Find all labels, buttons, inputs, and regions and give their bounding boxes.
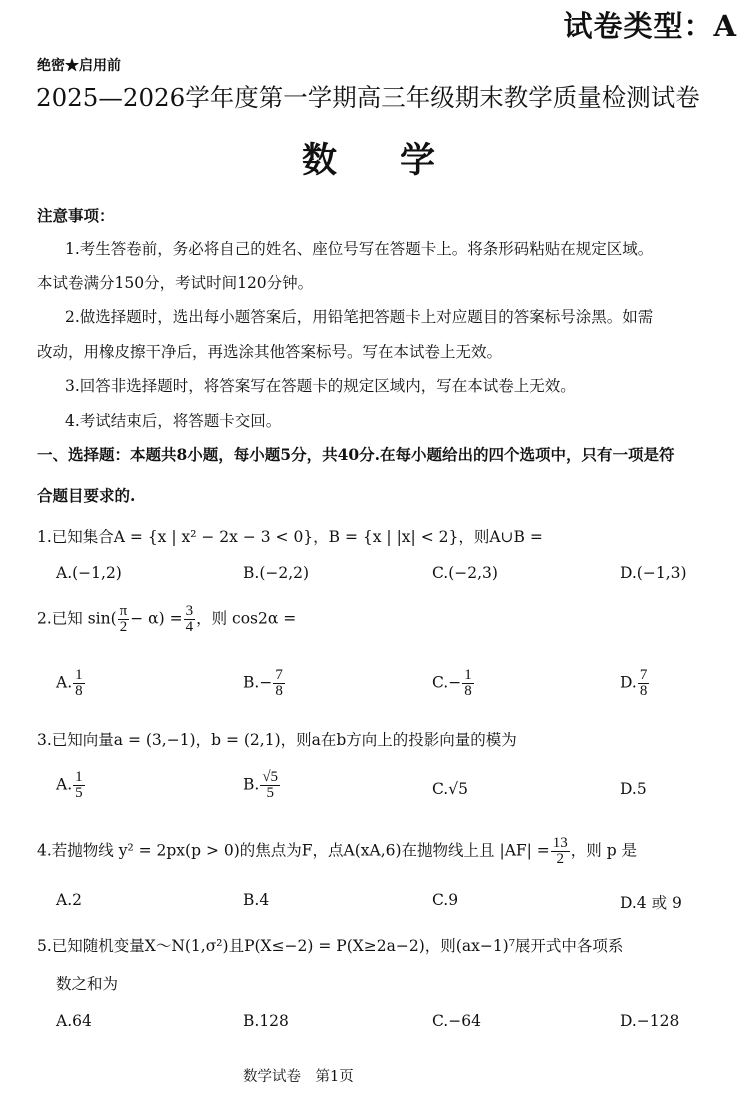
- fraction: [73, 770, 85, 801]
- question-1-option-c: C.(−2,3): [432, 564, 498, 582]
- q2-num: 3: [185, 603, 194, 619]
- fraction: [273, 668, 285, 699]
- subject-title: 数 学: [301, 140, 449, 181]
- notice-item2-line2: 改动，用橡皮擦干净后，再选涂其他答案标号。写在本试卷上无效。: [37, 343, 503, 361]
- question-4-option-d: D.4 或 9: [620, 894, 682, 912]
- label: A.: [56, 673, 73, 692]
- notice-item1-line2: 本试卷满分150分，考试时间120分钟。: [37, 274, 314, 292]
- q2-value: [184, 604, 196, 635]
- label: D.: [620, 780, 637, 798]
- notice-heading: 注意事项：: [37, 206, 115, 225]
- question-4-option-b: B.4: [243, 891, 270, 909]
- numerator: 1: [75, 667, 83, 683]
- sign: −: [448, 673, 462, 692]
- question-4-option-a: A.2: [56, 891, 82, 909]
- value: √5: [448, 780, 468, 798]
- q4-prefix: 4.若抛物线 y² = 2px(p > 0)的焦点为F，点A(xA,6)在抛物线上且 |AF| =: [37, 841, 550, 860]
- numerator: 1: [75, 769, 83, 785]
- q2-pi-over-2: [118, 604, 130, 635]
- question-2-option-d: [620, 668, 650, 699]
- question-3-option-c: [432, 780, 468, 798]
- question-5-stem-line1: 5.已知随机变量X～N(1,σ²)且P(X≤−2) = P(X≥2a−2)，则(ax−1)⁷展开式中各项系: [37, 937, 624, 955]
- denominator: 5: [75, 785, 83, 801]
- numerator: 1: [464, 667, 472, 683]
- value: 5: [636, 780, 647, 798]
- denominator: 8: [464, 683, 472, 699]
- secret-label: 绝密★启用前: [37, 58, 121, 74]
- page-footer: 数学试卷 第1页: [243, 1069, 354, 1085]
- paper-type: 试卷类型：A: [563, 9, 737, 43]
- denominator: 8: [75, 683, 83, 699]
- label: C.: [432, 780, 449, 798]
- q2-pi: π: [119, 603, 128, 619]
- question-5-option-a: A.64: [56, 1012, 92, 1030]
- question-5-option-c: C.−64: [432, 1012, 481, 1030]
- denominator: 8: [639, 683, 648, 699]
- q2-den: 4: [185, 619, 194, 635]
- section1-line1: 一、选择题：本题共8小题，每小题5分，共40分.在每小题给出的四个选项中，只有一项是符: [37, 445, 675, 464]
- fraction: [260, 770, 280, 801]
- notice-item2-line1: 2.做选择题时，选出每小题答案后，用铅笔把答题卡上对应题目的答案标号涂黑。如需: [65, 308, 654, 326]
- question-3-stem: 3.已知向量a = (3,−1)，b = (2,1)，则a在b方向上的投影向量的模为: [37, 731, 517, 749]
- q4-suffix: ，则 p 是: [570, 841, 638, 860]
- question-3-option-d: [620, 780, 647, 798]
- question-1-stem: 1.已知集合A = {x | x² − 2x − 3 < 0}，B = {x | |x| < 2}，则A∪B =: [37, 528, 543, 546]
- question-5-option-b: B.128: [243, 1012, 289, 1030]
- question-5-stem-line2: 数之和为: [56, 975, 119, 993]
- label: C.: [432, 673, 449, 692]
- numerator: 7: [275, 667, 283, 683]
- q2-suffix: ，则 cos2α =: [196, 609, 297, 628]
- question-1-option-a: A.(−1,2): [56, 564, 122, 582]
- label: B.: [243, 775, 260, 794]
- label: B.: [243, 673, 260, 692]
- question-2-option-a: [56, 668, 86, 699]
- notice-item3: 3.回答非选择题时，将答案写在答题卡的规定区域内，写在本试卷上无效。: [65, 377, 576, 395]
- notice-item1-line1: 1.考生答卷前，务必将自己的姓名、座位号写在答题卡上。将条形码粘贴在规定区域。: [65, 240, 654, 258]
- q4-num: 13: [552, 835, 568, 851]
- fraction: [73, 668, 85, 699]
- denominator: 5: [266, 785, 274, 801]
- question-2-option-c: [432, 668, 475, 699]
- question-1-option-b: B.(−2,2): [243, 564, 310, 582]
- q2-two: 2: [119, 619, 128, 635]
- section1-line2: 合题目要求的.: [37, 486, 136, 505]
- notice-item4: 4.考试结束后，将答题卡交回。: [65, 412, 282, 430]
- sign: −: [259, 673, 273, 692]
- label: D.: [620, 673, 637, 692]
- question-2-option-b: [243, 668, 286, 699]
- exam-title: 2025—2026学年度第一学期高三年级期末教学质量检测试卷: [36, 83, 700, 112]
- question-3-option-a: [56, 770, 86, 801]
- q4-value: [551, 836, 570, 867]
- question-5-option-d: D.−128: [620, 1012, 680, 1030]
- question-4-option-c: C.9: [432, 891, 459, 909]
- question-4-stem: [37, 836, 637, 867]
- numerator: √5: [262, 769, 279, 785]
- q2-prefix: 2.已知 sin(: [37, 609, 117, 628]
- question-3-option-b: [243, 770, 281, 801]
- label: A.: [56, 775, 73, 794]
- numerator: 7: [639, 667, 648, 683]
- question-1-option-d: D.(−1,3): [620, 564, 687, 582]
- fraction: [638, 668, 650, 699]
- q2-mid: − α) =: [130, 609, 183, 628]
- question-2-stem: [37, 604, 296, 635]
- q4-den: 2: [556, 851, 565, 867]
- denominator: 8: [275, 683, 283, 699]
- fraction: [462, 668, 474, 699]
